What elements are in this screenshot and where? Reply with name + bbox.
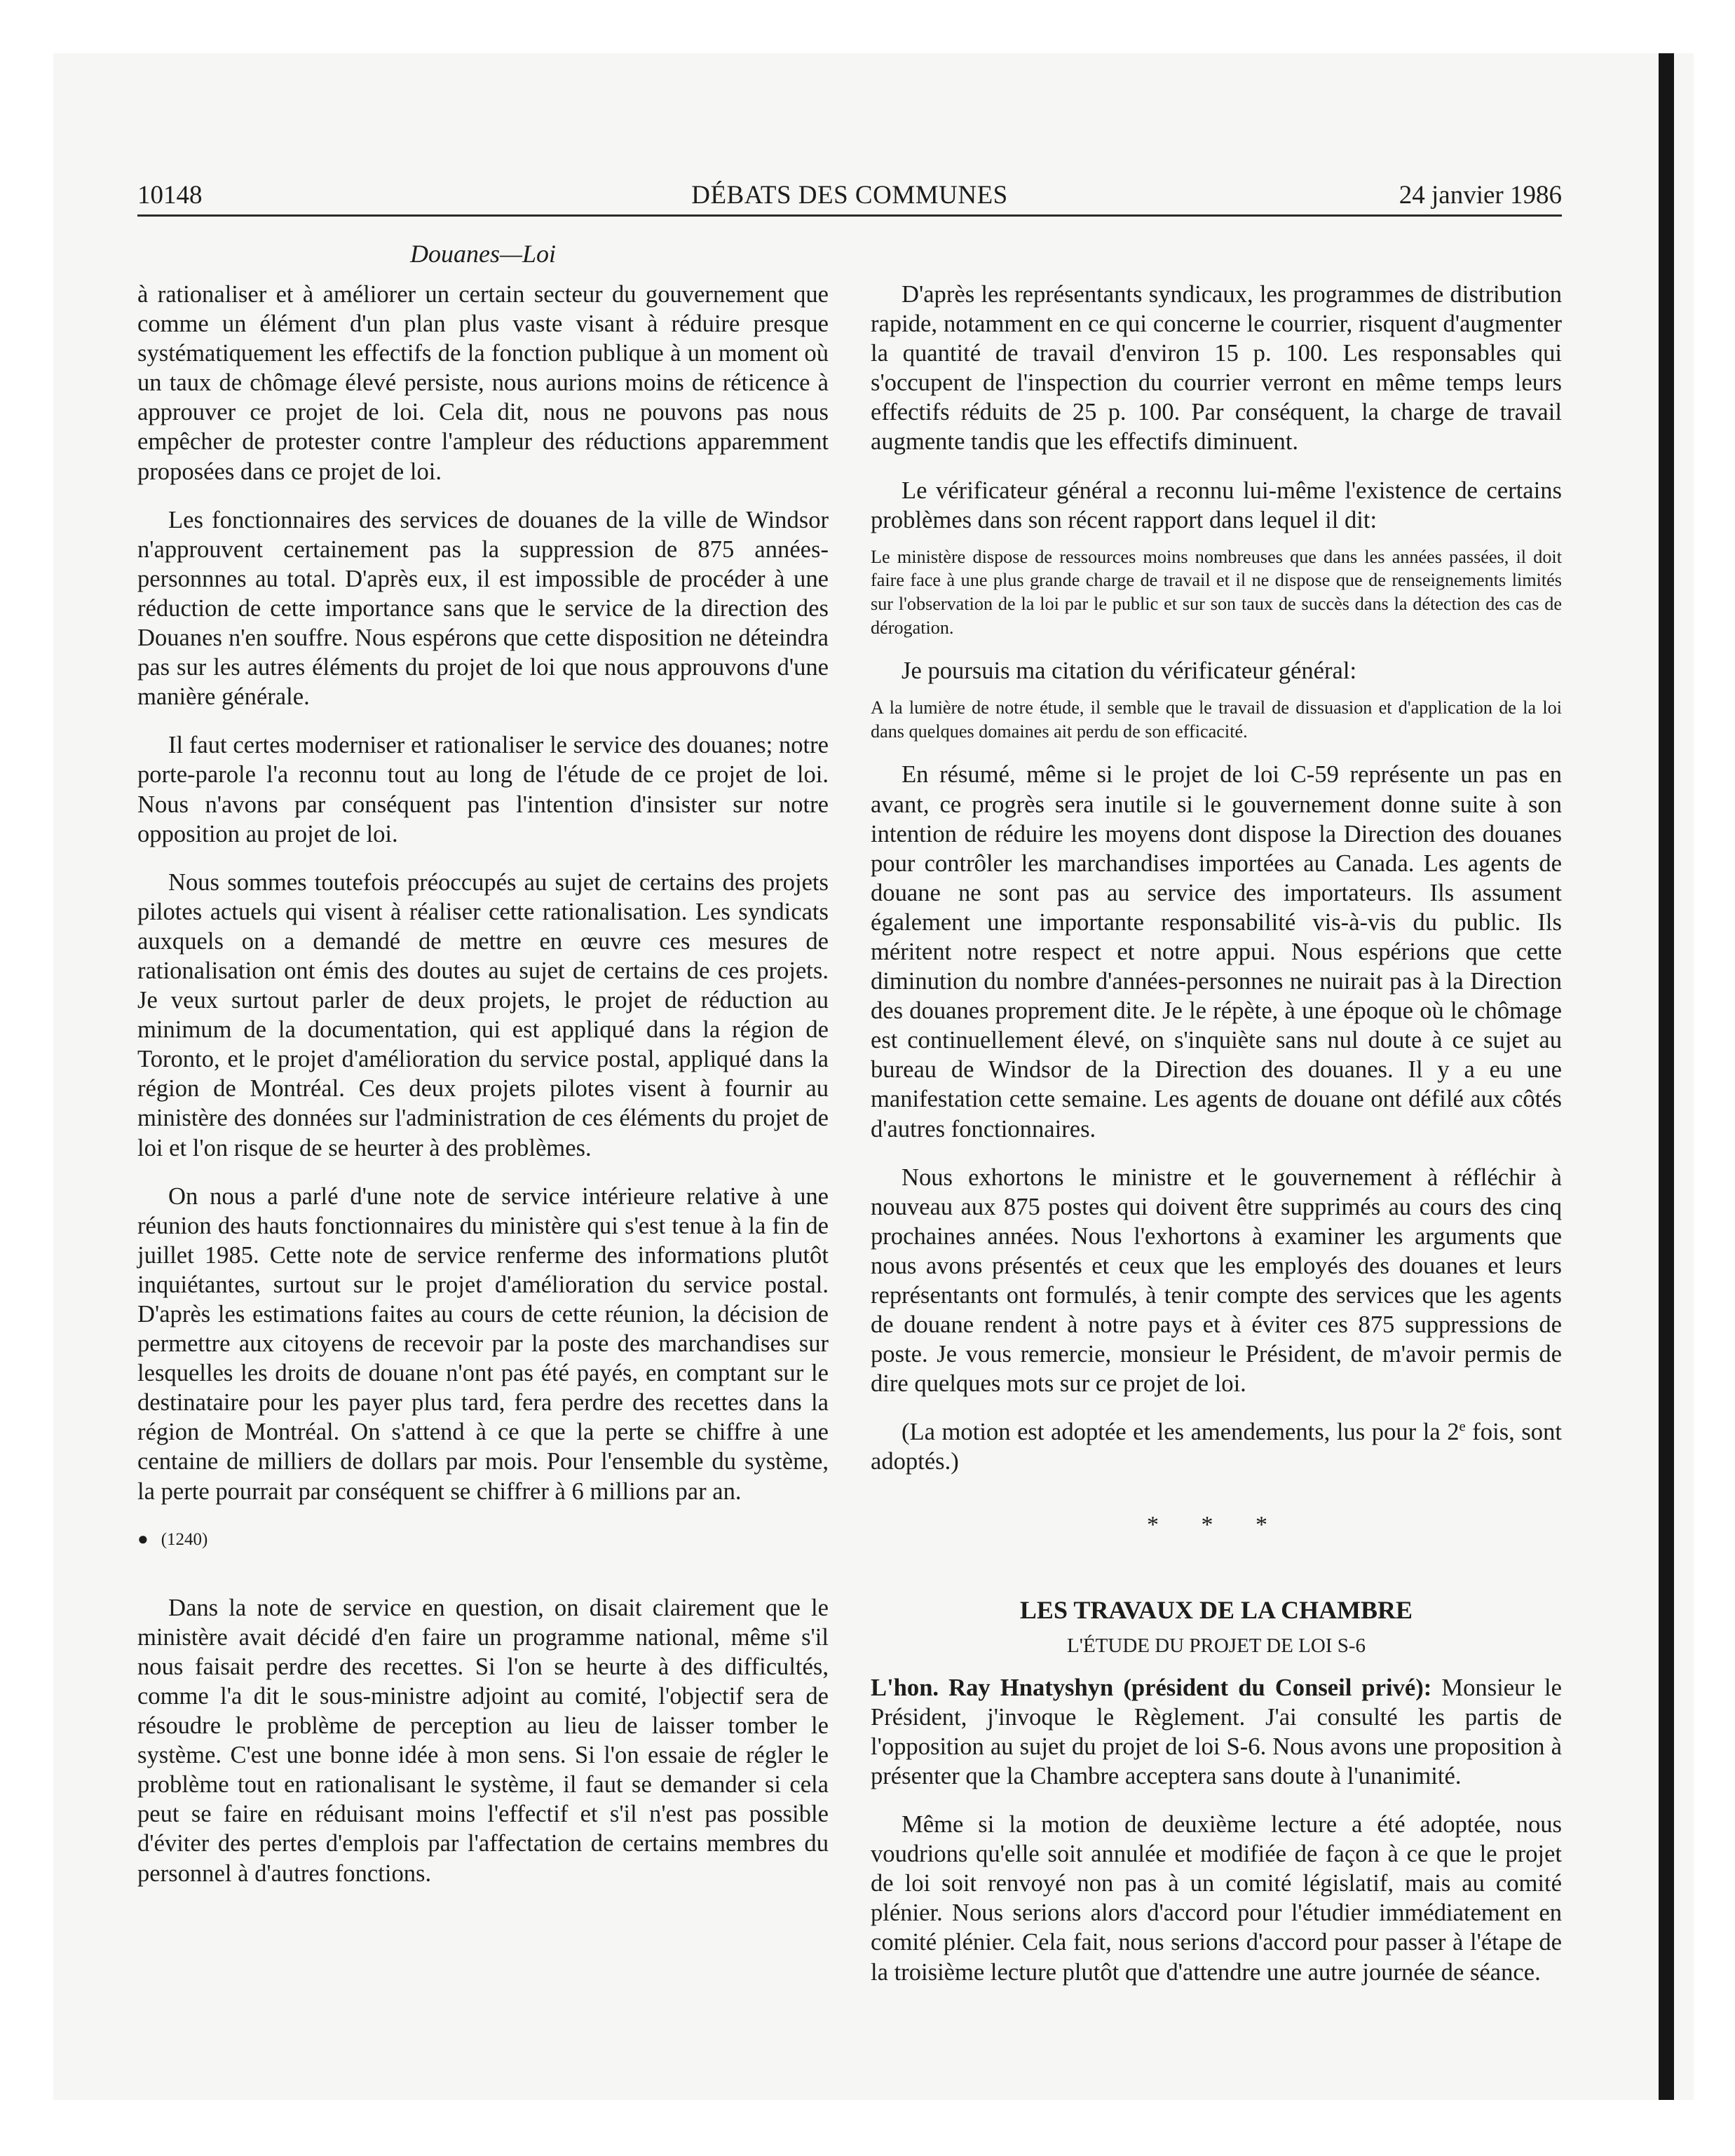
speech bbox=[871, 1673, 1562, 1791]
paragraph: à rationaliser et à améliorer un certain secteur du gouvernement que comme un élément d'un plan plus vaste visant à réduire presque systématiquement les effectifs de la fonction publique à un moment où un taux de chômage élevé persiste, nous aurions moins de réticence à approuver ce projet de loi. Cela dit, nous ne pouvons pas nous empêcher de protester contre l'ampleur des réductions apparemment proposées dans ce projet de loi. bbox=[137, 281, 829, 485]
paragraph: Nous exhortons le ministre et le gouvernement à réfléchir à nouveau aux 875 postes qui doivent être supprimés au cours des cinq prochaines années. Nous l'exhortons à examiner les arguments que nous avons présentés et ceux que les employés des douanes et leurs représentants ont formulés, à tenir compte des services que les agents de douane rendent à notre pays et à éviter ces 875 suppressions de poste. Je vous remercie, monsieur le Président, de m'avoir permis de dire quelques mots sur ce projet de loi. bbox=[871, 1164, 1562, 1398]
paragraph: Le vérificateur général a reconnu lui-même l'existence de certains problèmes dans son récent rapport dans lequel il dit: bbox=[871, 477, 1562, 533]
time-marker bbox=[137, 1525, 829, 1554]
section-title: LES TRAVAUX DE LA CHAMBRE bbox=[1019, 1595, 1413, 1624]
motion-text-end: fois, sont adoptés.) bbox=[871, 1419, 1562, 1475]
paragraph: On nous a parlé d'une note de service intérieure relative à une réunion des hauts fonctionnaires du ministère qui s'est tenue à la fin de juillet 1985. Cette note de service renferme des informations plutôt inquiétantes, surtout sur le projet d'amélioration du service postal. D'après les estimations faites au cours de cette réunion, la décision de permettre aux citoyens de recevoir par la poste des marchandises sur lesquelles les droits de douane n'ont pas été payés, en comptant sur le destinataire pour les payer plus tard, fera perdre des recettes dans la région de Montréal. On s'attend à ce que la perte se chiffre à une centaine de milliers de dollars par mois. Pour l'ensemble du système, la perte pourrait par conséquent se chiffrer à 6 millions par an. bbox=[137, 1182, 829, 1505]
speech-text: Monsieur le Président, j'invoque le Règlement. J'ai consulté les partis de l'opposition au sujet du projet de loi S-6. Nous avons une proposition à présenter que la Chambre acceptera sans doute à l'unanimité. bbox=[871, 1674, 1562, 1789]
right-column bbox=[871, 280, 1562, 2006]
motion-note bbox=[871, 1417, 1562, 1476]
page-header bbox=[137, 178, 1562, 217]
time-marker-label: (1240) bbox=[161, 1529, 208, 1549]
paragraph: Dans la note de service en question, on disait clairement que le ministère avait décidé d'en faire un programme national, même s'il nous faisait perdre des recettes. Si l'on se heurte à des difficultés, comme l'a dit le sous-ministre adjoint au comité, l'objectif sera de résoudre le problème de perception au lieu de laisser tomber le système. C'est une bonne idée à mon sens. Si l'on essaie de régler le problème tout en rationalisant le système, il faut se demander si cela peut se faire en réduisant moins l'effectif et s'il n'est pas possible d'éviter des pertes d'emplois par l'affectation de certains membres du personnel à d'autres fonctions. bbox=[137, 1594, 829, 1887]
left-column bbox=[137, 280, 829, 1907]
bullet-icon: ● bbox=[137, 1528, 149, 1549]
publication-title: DÉBATS DES COMMUNES bbox=[691, 181, 1008, 210]
ordinal-superscript: e bbox=[1459, 1419, 1466, 1435]
section-separator: * * * bbox=[1147, 1511, 1286, 1538]
section-subtitle: L'ÉTUDE DU PROJET DE LOI S-6 bbox=[1067, 1634, 1366, 1657]
issue-date: 24 janvier 1986 bbox=[1399, 181, 1562, 210]
page-number: 10148 bbox=[137, 181, 203, 210]
paragraph: Même si la motion de deuxième lecture a été adoptée, nous voudrions qu'elle soit annulée et modifiée de façon à ce que le projet de loi soit renvoyé non pas à un comité législatif, mais au comité plénier. Nous serions alors d'accord pour l'étudier immédiatement en comité plénier. Cela fait, nous serions d'accord pour passer à l'étape de la troisième lecture plutôt que d'attendre une autre journée de séance. bbox=[871, 1811, 1562, 1986]
paragraph: Nous sommes toutefois préoccupés au sujet de certains des projets pilotes actuels qui visent à réaliser cette rationalisation. Les syndicats auxquels on a demandé de mettre en œuvre ces mesures de rationalisation ont émis des doutes au sujet de certains de ces projets. Je veux surtout parler de deux projets, le projet de réduction au minimum de la documentation, qui est appliqué dans la région de Toronto, et le projet d'amélioration du service postal, appliqué dans la région de Montréal. Ces deux projets pilotes visent à fournir au ministère des données sur l'administration de ces éléments du projet de loi et l'on risque de se heurter à des problèmes. bbox=[137, 868, 829, 1161]
paragraph: Je poursuis ma citation du vérificateur général: bbox=[901, 657, 1357, 685]
scan-edge-shadow bbox=[1659, 53, 1674, 2100]
speaker-name: L'hon. Ray Hnatyshyn (président du Conseil privé): bbox=[871, 1674, 1432, 1701]
paragraph: Il faut certes moderniser et rationaliser le service des douanes; notre porte-parole l'a reconnu tout au long de l'étude de ce projet de loi. Nous n'avons par conséquent pas l'intention d'insister sur notre opposition au projet de loi. bbox=[137, 732, 829, 847]
block-quote: Le ministère dispose de ressources moins nombreuses que dans les années passées, il doit faire face à une plus grande charge de travail et il ne dispose que de renseignements limités sur l'observation de la loi par le public et sur son taux de succès dans la détection des cas de dérogation. bbox=[871, 546, 1562, 638]
running-head: Douanes—Loi bbox=[409, 240, 557, 268]
block-quote: A la lumière de notre étude, il semble que le travail de dissuasion et d'application de la loi dans quelques domaines ait perdu de son efficacité. bbox=[871, 697, 1562, 742]
paragraph: Les fonctionnaires des services de douanes de la ville de Windsor n'approuvent certainement pas la suppression de 875 années-personnnes au total. D'après eux, il est impossible de procéder à une réduction de cette importance sans que le service de la direction des Douanes n'en souffre. Nous espérons que cette disposition ne déteindra pas sur les autres éléments du projet de loi que nous approuvons d'une manière générale. bbox=[137, 506, 829, 711]
motion-text: (La motion est adoptée et les amendements, lus pour la 2 bbox=[901, 1419, 1460, 1446]
paragraph: D'après les représentants syndicaux, les programmes de distribution rapide, notamment en ce qui concerne le courrier, risquent d'augmenter la quantité de travail d'environ 15 p. 100. Les responsables qui s'occupent de l'inspection du courrier verront en même temps leurs effectifs réduits de 25 p. 100. Par conséquent, la charge de travail augmente tandis que les effectifs diminuent. bbox=[871, 281, 1562, 456]
paragraph: En résumé, même si le projet de loi C-59 représente un pas en avant, ce progrès sera inutile si le gouvernement donne suite à son intention de réduire les moyens dont dispose la Direction des douanes pour contrôler les marchandises importées au Canada. Les agents de douane ne sont pas au service des importateurs. Ils assument également une importante responsabilité vis-à-vis du public. Ils méritent notre respect et notre appui. Nous espérions que cette diminution du nombre d'années-personnes ne nuirait pas à la Direction des douanes proprement dite. Je le répète, à une époque où le chômage est continuellement élevé, on s'inquiète sans nul doute à ce sujet au bureau de Windsor de la Direction des douanes. Il y a eu une manifestation cette semaine. Les agents de douane ont défilé aux côtés d'autres fonctionnaires. bbox=[871, 761, 1562, 1142]
